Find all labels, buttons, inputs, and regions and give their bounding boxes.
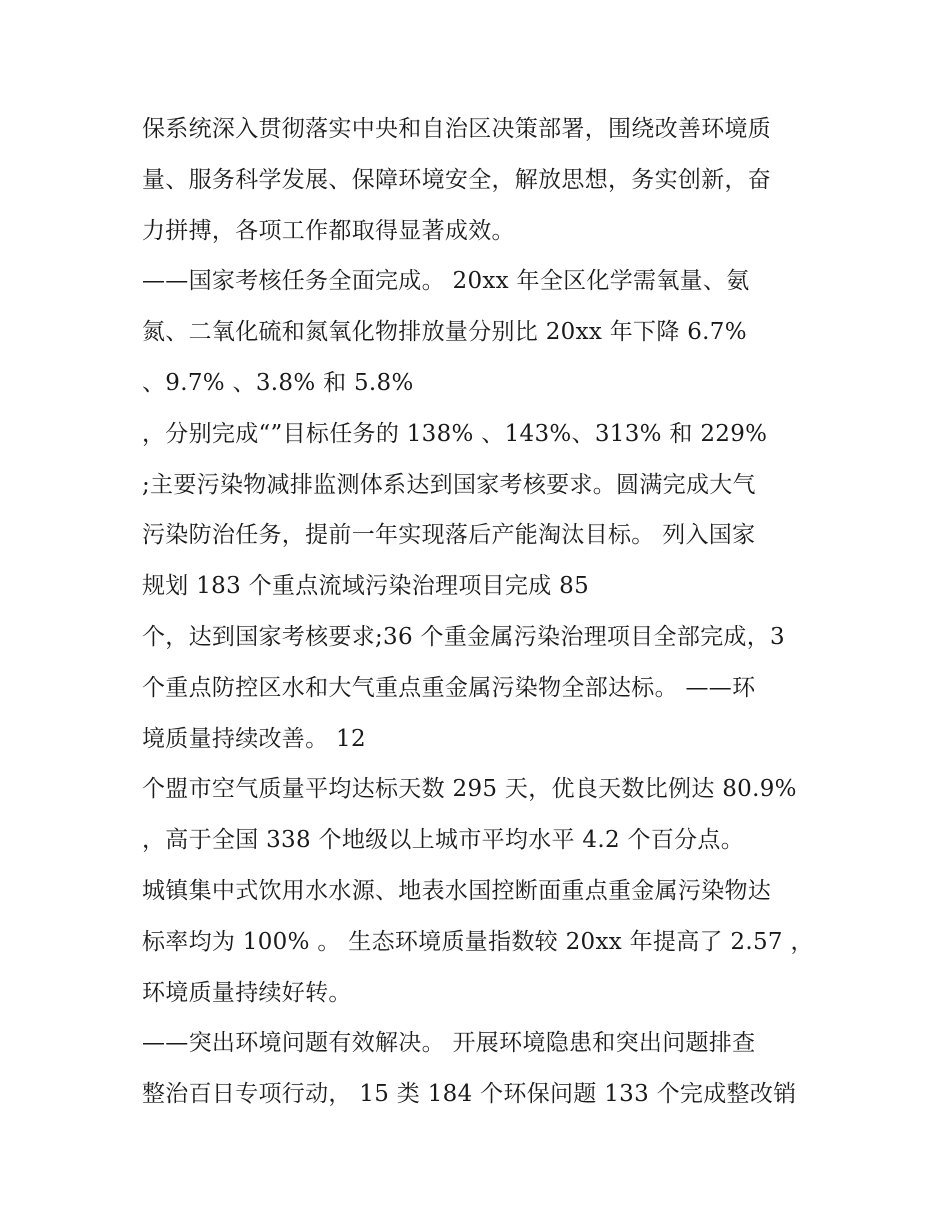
text-line: 境质量持续改善。 12 <box>142 725 366 752</box>
text-line: 氮、二氧化硫和氮氧化物排放量分别比 20xx 年下降 6.7% <box>142 319 747 346</box>
text-line: 污染防治任务，提前一年实现落后产能淘汰目标。 列入国家 <box>142 522 756 549</box>
text-line: 、9.7% 、3.8% 和 5.8% <box>142 369 414 396</box>
text-line: 保系统深入贯彻落实中央和自治区决策部署，围绕改善环境质 <box>142 116 772 142</box>
text-line: 个，达到国家考核要求;36 个重金属污染治理项目全部完成，3 <box>142 623 785 650</box>
text-line: ——国家考核任务全面完成。 20xx 年全区化学需氧量、氨 <box>142 268 750 295</box>
document-body <box>142 104 832 1120</box>
text-line: 整治百日专项行动， 15 类 184 个环保问题 133 个完成整改销 <box>142 1081 797 1108</box>
text-line: 环境质量持续好转。 <box>142 979 352 1006</box>
text-line: 力拼搏，各项工作都取得显著成效。 <box>142 217 515 244</box>
text-line: ，高于全国 338 个地级以上城市平均水平 4.2 个百分点。 <box>142 827 745 854</box>
text-line: 城镇集中式饮用水水源、地表水国控断面重点重金属污染物达 <box>142 877 772 904</box>
text-line: 量、服务科学发展、保障环境安全，解放思想，务实创新，奋 <box>142 166 772 193</box>
text-line: 规划 183 个重点流域污染治理项目完成 85 <box>142 573 589 600</box>
text-line: ——突出环境问题有效解决。 开展环境隐患和突出问题排查 <box>142 1030 756 1057</box>
text-line: 个盟市空气质量平均达标天数 295 天，优良天数比例达 80.9% <box>142 776 797 803</box>
text-line: ;主要污染物减排监测体系达到国家考核要求。圆满完成大气 <box>142 471 756 498</box>
text-line: ，分别完成“”目标任务的 138% 、143%、313% 和 229% <box>142 420 768 447</box>
text-line: 个重点防控区水和大气重点重金属污染物全部达标。 ——环 <box>142 674 756 701</box>
text-line: 标率均为 100% 。 生态环境质量指数较 20xx 年提高了 2.57 ， <box>142 928 814 955</box>
